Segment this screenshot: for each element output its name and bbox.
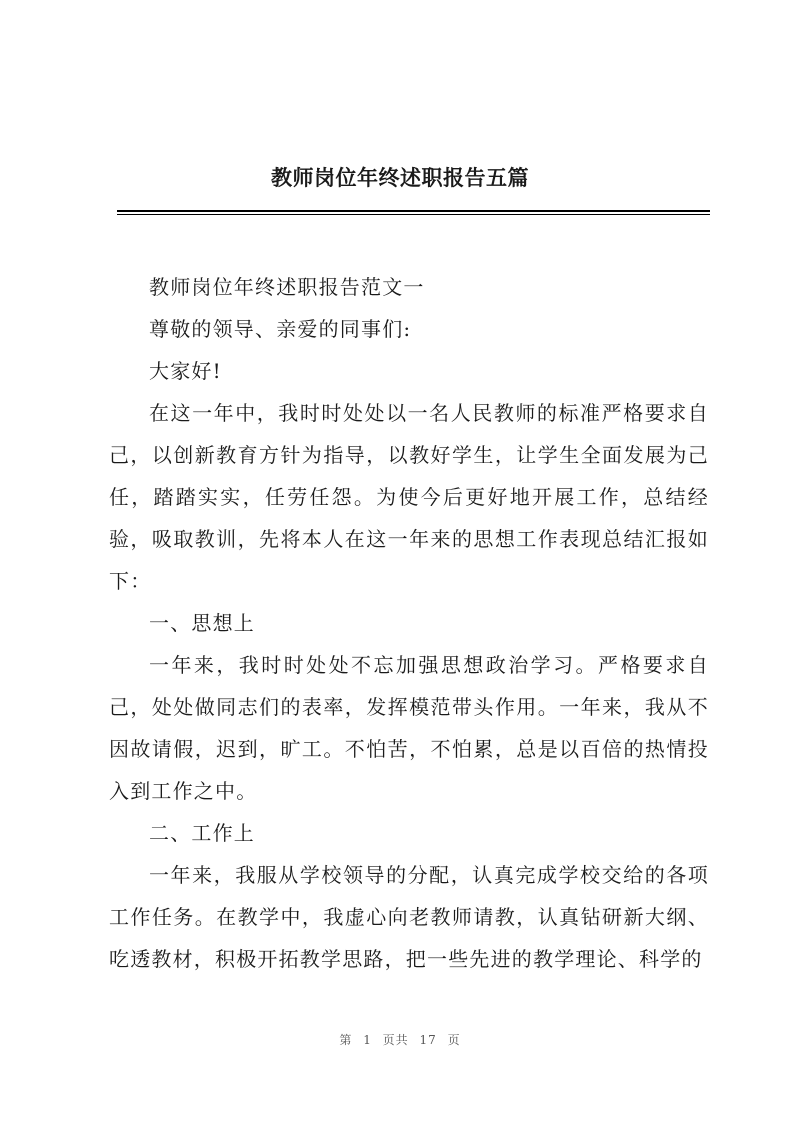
- page-title: 教师岗位年终述职报告五篇: [271, 165, 529, 190]
- section-heading-thought: 一、思想上: [149, 611, 255, 635]
- document-body: [109, 266, 709, 980]
- paragraph-salutation: 尊敬的领导、亲爱的同事们:: [149, 317, 412, 341]
- footer-mid: 页共: [382, 1033, 409, 1047]
- footer-total-pages: 17: [419, 1033, 437, 1047]
- paragraph-work: 一年来，我服从学校领导的分配，认真完成学校交给的各项工作任务。在教学中，我虚心向老教师请教，认真钻研新大纲、吃透教材，积极开拓教学思路，把一些先进的教学理论、科学的: [109, 863, 709, 971]
- paragraph-thought: 一年来，我时时处处不忘加强思想政治学习。严格要求自己，处处做同志们的表率，发挥模范带头作用。一年来，我从不因故请假，迟到，旷工。不怕苦，不怕累，总是以百倍的热情投入到工作之中。: [109, 653, 709, 803]
- footer-current-page: 1: [363, 1033, 372, 1047]
- title-divider-thin: [117, 214, 710, 215]
- paragraph-greeting: 大家好!: [149, 359, 222, 383]
- paragraph-subtitle: 教师岗位年终述职报告范文一: [149, 275, 425, 299]
- paragraph-intro: 在这一年中，我时时处处以一名人民教师的标准严格要求自己，以创新教育方针为指导，以教好学生，让学生全面发展为己任，踏踏实实，任劳任怨。为使今后更好地开展工作，总结经验，吸取教训，先将本人在这一年来的思想工作表现总结汇报如下：: [109, 401, 709, 593]
- page-footer: [0, 1031, 800, 1048]
- section-heading-work: 二、工作上: [149, 821, 255, 845]
- title-divider: [117, 210, 710, 212]
- footer-prefix: 第: [339, 1033, 353, 1047]
- footer-suffix: 页: [447, 1033, 461, 1047]
